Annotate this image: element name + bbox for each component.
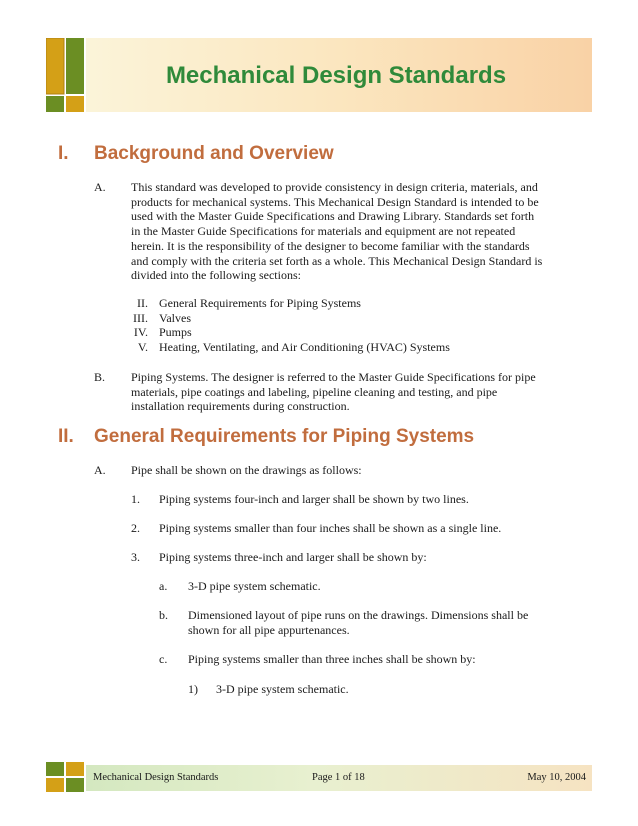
section-heading-1 (58, 142, 334, 166)
footer-left-text: Mechanical Design Standards (93, 772, 219, 783)
list-item: General Requirements for Piping Systems (159, 296, 361, 310)
list-number: II. (137, 296, 148, 310)
list-number: IV. (133, 325, 148, 339)
item-label: B. (94, 370, 106, 384)
list-number: III. (133, 311, 148, 325)
section-number: II. (58, 426, 74, 447)
item-label: A. (94, 180, 106, 194)
text-line: Piping systems smaller than three inches shall be shown by: (188, 652, 476, 666)
text-line: materials, pipe coatings and labeling, pipeline cleaning and testing, and pipe (131, 384, 498, 399)
item-label: A. (94, 463, 106, 477)
list-item: Piping systems three-inch and larger shall be shown by: (159, 550, 427, 564)
list-item: Heating, Ventilating, and Air Conditioning (HVAC) Systems (159, 340, 450, 354)
list-item (188, 579, 321, 594)
text-line: used with the Master Guide Specifications and Drawing Library. Standards set forth (131, 209, 535, 224)
item-label: c. (159, 652, 168, 666)
section-heading-2 (58, 425, 474, 449)
text-line: Piping Systems. The designer is referred to the Master Guide Specifications for pipe (131, 370, 536, 384)
text-line: shown for all pipe appurtenances. (188, 622, 350, 637)
section-title: General Requirements for Piping Systems (94, 426, 475, 447)
list-number: V. (137, 340, 148, 354)
list-item: Piping systems four-inch and larger shall be shown by two lines. (159, 492, 469, 506)
section-number: I. (58, 143, 69, 164)
item-label: 2. (131, 521, 140, 535)
text-line: divided into the following sections: (131, 268, 301, 283)
paragraph-B (131, 370, 571, 414)
footer-logo (46, 762, 84, 792)
list-item: Valves (159, 311, 191, 325)
text-line: This standard was developed to provide consistency in design criteria, materials, and (131, 180, 538, 194)
header-logo (46, 38, 84, 112)
paragraph-text: Pipe shall be shown on the drawings as follows: (131, 463, 362, 477)
text-line: 3-D pipe system schematic. (188, 579, 321, 593)
text-line: products for mechanical systems. This Mechanical Design Standard is intended to be (131, 194, 539, 209)
logo-blocks-icon (46, 762, 84, 792)
item-label: 1) (188, 682, 198, 696)
item-label: a. (159, 579, 168, 593)
item-label: b. (159, 608, 168, 622)
document-title: Mechanical Design Standards (165, 62, 507, 89)
section-title: Background and Overview (94, 143, 334, 164)
list-item: 3-D pipe system schematic. (216, 682, 349, 696)
list-item: Pumps (159, 325, 192, 339)
list-item (188, 652, 476, 667)
text-line: and comply with the criteria set forth as a whole. This Mechanical Design Standard is (131, 253, 543, 268)
item-label: 3. (131, 550, 140, 564)
logo-blocks-icon (46, 38, 84, 112)
text-line: Dimensioned layout of pipe runs on the drawings. Dimensions shall be (188, 608, 529, 622)
footer-page-number: Page 1 of 18 (312, 772, 365, 783)
text-line: in the Master Guide Specifications for materials and equipment are not repeated (131, 224, 516, 239)
paragraph-A (131, 180, 571, 283)
list-item (188, 608, 528, 637)
list-item: Piping systems smaller than four inches shall be shown as a single line. (159, 521, 502, 535)
item-label: 1. (131, 492, 140, 506)
text-line: herein. It is the responsibility of the designer to become familiar with the standards (131, 238, 530, 253)
footer-date: May 10, 2004 (527, 772, 586, 783)
text-line: installation requirements during construction. (131, 399, 350, 414)
